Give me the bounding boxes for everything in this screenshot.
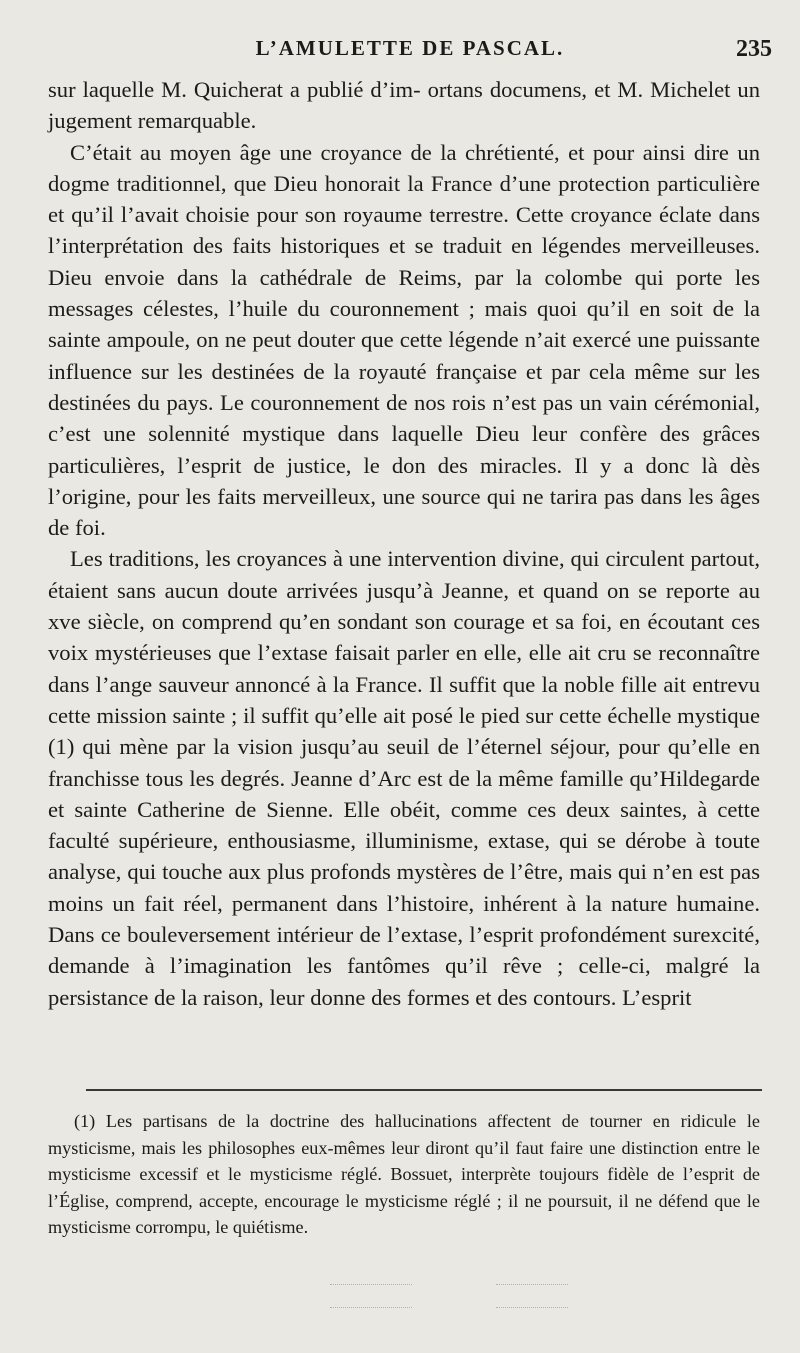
running-head [48, 36, 772, 70]
ornament-right [496, 1284, 568, 1308]
running-head-title: L’AMULETTE DE PASCAL. [255, 36, 565, 60]
footnote [48, 1108, 760, 1241]
footnote-text: (1) Les partisans de la doctrine des hallucinations affectent de tourner en ridicule le mysticisme, mais les philosophes eux-mêmes leur diront qu’il faut faire une distinction entre le mysticisme excessif et le mysticisme réglé. Bossuet, interprète toujours fidèle de l’esprit de l’Église, comprend, accepte, encourage le mysticisme réglé ; il ne poursuit, il ne défend que le mysticisme corrompu, le quiétisme. [48, 1111, 760, 1237]
paragraph-2: C’était au moyen âge une croyance de la chrétienté, et pour ainsi dire un dogme traditionnel, que Dieu honorait la France d’une protection particulière et qu’il l’avait choisie pour son royaume terrestre. Cette croyance éclate dans l’interprétation des faits historiques et se traduit en légendes merveilleuses. Dieu envoie dans la cathédrale de Reims, par la colombe qui porte les messages célestes, l’huile du couronnement ; mais quoi qu’il en soit de la sainte ampoule, on ne peut douter que cette légende n’ait exercé une puissante influence sur les destinées de la royauté française et par cela même sur les destinées du pays. Le couronnement de nos rois n’est pas un vain cérémonial, c’est une solennité mystique dans laquelle Dieu leur confère des grâces particulières, l’esprit de justice, le don des miracles. Il y a donc là dès l’origine, pour les faits merveilleux, une source qui ne tarira pas dans les âges de foi. [48, 139, 760, 541]
ornament-left [330, 1284, 412, 1308]
page-number: 235 [736, 36, 772, 62]
paragraph-1: sur laquelle M. Quicherat a publié d’im- ortans documens, et M. Michelet un jugement remarquable. [48, 77, 760, 134]
body-text [48, 74, 760, 1013]
footnote-rule [86, 1089, 762, 1091]
paragraph-3: Les traditions, les croyances à une intervention divine, qui circulent partout, étaient sans aucun doute arrivées jusqu’à Jeanne, et quand on se reporte au xve siècle, on comprend qu’en sondant son courage et sa foi, en écoutant ces voix mystérieuses que l’extase faisait parler en elle, elle ait cru se reconnaître dans l’ange sauveur annoncé à la France. Il suffit que la noble fille ait entrevu cette mission sainte ; il suffit qu’elle ait posé le pied sur cette échelle mystique (1) qui mène par la vision jusqu’au seuil de l’éternel séjour, pour qu’elle en franchisse tous les degrés. Jeanne d’Arc est de la même famille qu’Hildegarde et sainte Catherine de Sienne. Elle obéit, comme ces deux saintes, à cette faculté supérieure, enthousiasme, illuminisme, extase, qui se dérobe à toute analyse, qui touche aux plus profonds mystères de l’être, mais qui n’en est pas moins un fait réel, permanent dans l’histoire, inhérent à la nature humaine. Dans ce bouleversement intérieur de l’extase, l’esprit profondément surexcité, demande à l’imagination les fantômes qu’il rêve ; celle-ci, malgré la persistance de la raison, leur donne des formes et des contours. L’esprit [48, 546, 760, 1010]
